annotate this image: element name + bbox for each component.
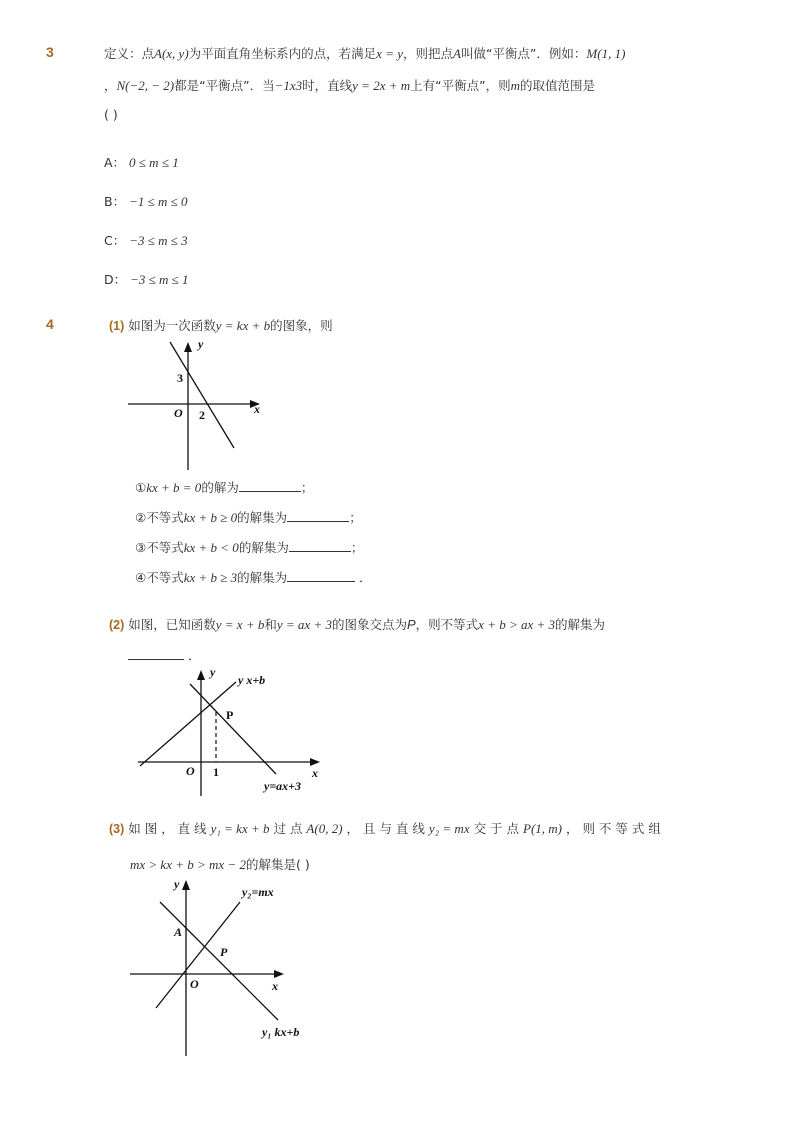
text: ②不等式: [135, 510, 184, 525]
q3-stem-line1: [104, 45, 625, 63]
text: ， 且 与 直 线: [342, 821, 429, 836]
text: ( ): [295, 857, 310, 872]
text: 的解集为: [238, 540, 289, 555]
math: A: [453, 46, 461, 61]
y-axis-arrow: [197, 670, 205, 680]
text: ， 则 不 等 式 组: [562, 821, 661, 836]
math: x = y: [376, 46, 403, 61]
option-label: D：: [104, 272, 127, 287]
text: 的解集为: [555, 617, 606, 632]
x-axis-label: x: [312, 766, 318, 780]
question-number: 4: [46, 316, 54, 332]
line-x-plus-b: [140, 682, 236, 766]
y-axis-arrow: [182, 880, 190, 890]
y-intercept-label: 3: [177, 371, 183, 385]
text: ，则不等式: [415, 617, 479, 632]
graph-y1-y2: [126, 874, 326, 1058]
x-axis-label: x: [272, 979, 278, 993]
y-axis-label: y: [198, 337, 204, 351]
text: 叫做“平衡点”．例如：: [460, 46, 587, 61]
math: y = 2x + m: [352, 78, 411, 93]
sub-question-tag: (3): [109, 822, 125, 836]
text: 的解集为: [237, 570, 288, 585]
text: 都是“平衡点”．当: [174, 78, 275, 93]
graph-two-lines: [134, 664, 334, 798]
y-axis-arrow: [184, 342, 192, 352]
text: 如图，已知函数: [124, 617, 216, 632]
text: 的解集是: [245, 857, 296, 872]
math: m: [510, 78, 520, 93]
y-axis-label: y: [210, 665, 216, 679]
answer-blank[interactable]: [289, 538, 351, 552]
text: 交 于 点: [469, 821, 524, 836]
text: 定义：点: [104, 46, 155, 61]
origin-label: O: [174, 406, 183, 420]
text: 的解集为: [237, 510, 288, 525]
math: x + b > ax + 3: [478, 617, 556, 632]
answer-blank[interactable]: [287, 568, 355, 582]
text: ，: [104, 78, 117, 93]
line-y2: [156, 902, 240, 1008]
x-intercept-label: 2: [199, 408, 205, 422]
graph-linear-function-1: [122, 336, 268, 474]
math: y₁ = kx + b: [210, 821, 270, 836]
math: kx + b ≥ 0: [183, 510, 238, 525]
line-ax-plus-3-label: y=ax+3: [264, 779, 302, 793]
text: 的取值范围是: [519, 78, 595, 93]
math: P: [406, 617, 416, 632]
text: 如 图 ， 直 线: [124, 821, 211, 836]
text: 上有“平衡点”，则: [410, 78, 511, 93]
origin-label: O: [190, 977, 199, 991]
intersection-label: P: [226, 708, 234, 722]
text: ；: [349, 510, 362, 525]
option-label: C：: [104, 233, 126, 248]
option-label: A：: [104, 155, 126, 170]
answer-blank[interactable]: [128, 646, 184, 660]
text: 和: [264, 617, 277, 632]
text: ④不等式: [135, 570, 184, 585]
text: 的图象，则: [270, 318, 333, 333]
function-line: [170, 342, 234, 448]
text: ③不等式: [135, 540, 184, 555]
question-number: 3: [46, 44, 54, 60]
line-x-plus-b-label: y x+b: [238, 673, 266, 687]
q4-part1-item1: [135, 478, 313, 497]
point-p-label: P: [220, 945, 228, 959]
q4-part1-stem: [109, 317, 333, 335]
sub-question-tag: (1): [109, 319, 125, 333]
q4-part1-item3: [135, 538, 363, 557]
math: y = ax + 3: [276, 617, 332, 632]
x-axis-arrow: [274, 970, 284, 978]
text: ；: [300, 480, 314, 495]
q4-part3-stem-line2: [130, 856, 310, 874]
line-y1-label: y₁ kx+b: [262, 1025, 300, 1039]
math: y = x + b: [215, 617, 265, 632]
text: 如图为一次函数: [124, 318, 216, 333]
math: −1x3: [274, 78, 303, 93]
math: mx > kx + b > mx − 2: [130, 857, 246, 872]
text: ．: [359, 570, 372, 585]
option-c[interactable]: [104, 231, 188, 249]
text: ．: [187, 648, 201, 663]
text: 的解为: [201, 480, 239, 495]
option-value: 0 ≤ m ≤ 1: [129, 155, 179, 170]
x-tick-label: 1: [213, 765, 219, 779]
option-d[interactable]: [104, 270, 189, 288]
math: P(1, m): [523, 821, 563, 836]
text: ①: [135, 480, 147, 495]
option-a[interactable]: [104, 153, 179, 171]
option-value: −1 ≤ m ≤ 0: [129, 194, 188, 209]
math: kx + b = 0: [146, 480, 202, 495]
math: A(0, 2): [306, 821, 343, 836]
q4-part2-stem-line2: [128, 646, 201, 665]
x-axis-arrow: [310, 758, 320, 766]
answer-paren: ( ): [104, 107, 118, 122]
option-label: B：: [104, 194, 126, 209]
text: ，则把点: [402, 46, 453, 61]
q4-part3-stem-line1: [109, 820, 661, 838]
option-value: −3 ≤ m ≤ 1: [130, 272, 189, 287]
y-axis-label: y: [174, 877, 180, 891]
line-y1: [160, 902, 278, 1020]
q4-part2-stem-line1: [109, 616, 605, 634]
option-value: −3 ≤ m ≤ 3: [129, 233, 188, 248]
origin-label: O: [186, 764, 195, 778]
math: y₂ = mx: [428, 821, 470, 836]
q4-part1-item2: [135, 508, 362, 527]
text: 的图象交点为: [331, 617, 407, 632]
line-y2-label: y₂=mx: [242, 885, 274, 899]
math: A(x, y): [154, 46, 189, 61]
text: 为平面直角坐标系内的点，若满足: [188, 46, 377, 61]
answer-blank[interactable]: [287, 508, 349, 522]
math: y = kx + b: [215, 318, 271, 333]
q4-part1-item4: [135, 568, 372, 587]
option-b[interactable]: [104, 192, 188, 210]
math: M(1, 1): [586, 46, 626, 61]
sub-question-tag: (2): [109, 618, 125, 632]
math: kx + b ≥ 3: [183, 570, 238, 585]
text: ；: [350, 540, 364, 555]
x-axis-label: x: [254, 402, 260, 416]
math: kx + b < 0: [183, 540, 239, 555]
line-ax-plus-3: [190, 684, 276, 774]
q3-stem-line2: [104, 77, 595, 95]
answer-blank[interactable]: [239, 478, 301, 492]
text: 过 点: [269, 821, 307, 836]
text: 时，直线: [302, 78, 353, 93]
point-a-label: A: [174, 925, 183, 939]
math: N(−2, − 2): [116, 78, 175, 93]
